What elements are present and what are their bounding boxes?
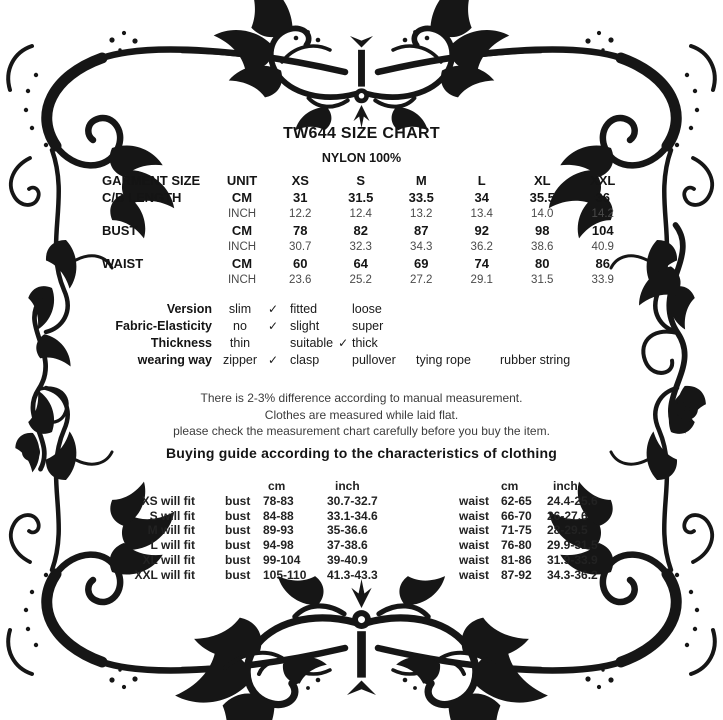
attribute-option-2-text: clasp	[290, 353, 320, 367]
size-value-xxl: 36	[595, 189, 610, 205]
size-table-row	[102, 256, 633, 273]
size-value-s: 31.5	[348, 189, 374, 205]
size-value-s: 82	[353, 222, 368, 238]
attribute-option-1: zipper	[222, 353, 258, 367]
size-value-xl: 38.6	[531, 241, 554, 253]
fit-size-label: XL will fit	[142, 552, 195, 567]
unit-label: INCH	[227, 208, 257, 220]
waist-label: waist	[459, 523, 490, 538]
attribute-option-1: slim	[228, 302, 252, 316]
waist-inch-range: 26-27.6	[547, 508, 588, 523]
measure-label	[102, 239, 214, 256]
check-mark: ✓	[268, 319, 279, 333]
size-table-row	[102, 272, 633, 289]
size-value-xs: 78	[293, 222, 308, 238]
attributes-table	[100, 301, 630, 369]
attribute-option-2	[290, 335, 352, 352]
measure-label	[102, 206, 214, 223]
check-mark: ✓	[338, 336, 349, 350]
waist-cm-range: 62-65	[501, 493, 532, 508]
unit-label: CM	[231, 255, 253, 271]
size-value-m: 27.2	[410, 274, 433, 286]
attribute-option-2-text: suitable	[290, 336, 334, 350]
attribute-option-1: no	[233, 319, 247, 333]
fit-table-header	[95, 479, 639, 494]
waist-cm-range: 81-86	[501, 552, 532, 567]
size-value-s: 25.2	[349, 274, 372, 286]
attribute-row	[100, 301, 630, 318]
size-value-s: 12.4	[349, 208, 372, 220]
size-table-row	[102, 239, 633, 256]
attribute-option-3: super	[352, 319, 384, 333]
fit-size-label: M will fit	[147, 523, 195, 538]
fit-size-label: L will fit	[150, 538, 195, 553]
size-value-l: 74	[474, 255, 489, 271]
attribute-option-5	[500, 301, 630, 318]
size-value-l: 92	[474, 222, 489, 238]
bust-label: bust	[225, 538, 251, 553]
attribute-option-3: loose	[352, 302, 382, 316]
size-value-xl: 14.0	[531, 208, 554, 220]
bust-cm-range: 105-110	[263, 567, 307, 582]
header-size-l: L	[477, 173, 486, 188]
header-size-xxl: XXL	[590, 173, 616, 188]
size-value-l: 36.2	[470, 241, 493, 253]
attribute-option-5	[500, 335, 630, 352]
unit-label: CM	[231, 189, 253, 205]
waist-label: waist	[459, 552, 490, 567]
bust-cm-range: 89-93	[263, 523, 294, 538]
waist-label: waist	[459, 538, 490, 553]
size-table-row	[102, 223, 633, 240]
attribute-option-1: thin	[229, 336, 251, 350]
attribute-label: wearing way	[137, 353, 212, 367]
attribute-option-2-text: slight	[290, 319, 320, 333]
bust-cm-range: 99-104	[263, 552, 301, 567]
size-value-xs: 31	[293, 189, 308, 205]
unit-label: CM	[231, 222, 253, 238]
waist-inch-range: 31.9-33.9	[547, 552, 598, 567]
fit-table-row	[95, 509, 639, 524]
bust-inch-range: 41.3-43.3	[327, 567, 378, 582]
attribute-option-2	[290, 352, 352, 369]
measure-label: BUST	[102, 222, 138, 238]
bust-label: bust	[225, 567, 251, 582]
measure-label: WAIST	[102, 255, 144, 271]
measure-label	[102, 272, 214, 289]
unit-label: INCH	[227, 241, 257, 253]
attribute-row	[100, 335, 630, 352]
attribute-option-3: pullover	[352, 353, 396, 367]
size-value-m: 33.5	[408, 189, 434, 205]
size-value-xl: 98	[535, 222, 550, 238]
attribute-row	[100, 318, 630, 335]
size-value-xxl: 86	[595, 255, 610, 271]
fit-table-row	[95, 568, 639, 583]
bust-inch-range: 39-40.9	[327, 552, 368, 567]
size-value-xxl: 40.9	[591, 241, 614, 253]
size-value-xs: 23.6	[289, 274, 312, 286]
buying-guide-heading: Buying guide according to the characteristics of clothing	[165, 444, 557, 461]
size-value-xl: 31.5	[531, 274, 554, 286]
size-table	[102, 173, 633, 289]
header-size-m: M	[415, 173, 427, 188]
size-value-m: 13.2	[410, 208, 433, 220]
bust-cm-range: 94-98	[263, 538, 294, 553]
waist-label: waist	[459, 567, 490, 582]
size-value-xxl: 33.9	[591, 274, 614, 286]
bust-inch-range: 33.1-34.6	[327, 508, 378, 523]
fit-size-label: XS will fit	[141, 493, 195, 508]
check-mark: ✓	[268, 302, 279, 316]
waist-label: waist	[459, 493, 490, 508]
bust-inch-range: 37-38.6	[327, 538, 368, 553]
page-title: TW644 SIZE CHART	[283, 125, 440, 142]
bust-inch-range: 35-36.6	[327, 523, 368, 538]
bust-cm-range: 84-88	[263, 508, 294, 523]
waist-cm-range: 71-75	[501, 523, 532, 538]
fit-table-row	[95, 494, 639, 509]
fit-size-label: XXL will fit	[134, 567, 195, 582]
fit-size-label: S will fit	[149, 508, 195, 523]
waist-cm-range: 87-92	[501, 567, 532, 582]
note-line-3: please check the measurement chart carefully before you buy the item.	[173, 424, 550, 438]
bust-label: bust	[225, 508, 251, 523]
attribute-option-3: thick	[352, 336, 378, 350]
fit-table-row	[95, 523, 639, 538]
attribute-label: Thickness	[150, 336, 212, 350]
header-size-xl: XL	[533, 173, 551, 188]
bust-label: bust	[225, 523, 251, 538]
check-mark	[268, 335, 290, 352]
bust-inch-header: inch	[335, 479, 360, 493]
header-unit: UNIT	[226, 173, 258, 188]
attribute-option-2	[290, 318, 352, 335]
waist-label: waist	[459, 508, 490, 523]
bust-label: bust	[225, 552, 251, 567]
attribute-option-5: rubber string	[500, 353, 571, 367]
size-value-xxl: 104	[591, 222, 614, 238]
size-table-header	[102, 173, 633, 190]
waist-inch-range: 28-29.5	[547, 523, 588, 538]
size-value-l: 13.4	[470, 208, 493, 220]
attribute-option-2-text: fitted	[290, 302, 318, 316]
size-value-l: 29.1	[470, 274, 493, 286]
attribute-option-5	[500, 318, 630, 335]
attribute-option-4	[416, 301, 500, 318]
waist-cm-range: 66-70	[501, 508, 532, 523]
bust-label: bust	[225, 493, 251, 508]
size-value-m: 87	[414, 222, 429, 238]
size-value-s: 64	[353, 255, 368, 271]
attribute-label: Fabric-Elasticity	[115, 319, 212, 333]
waist-inch-header: inch	[553, 479, 578, 493]
waist-inch-range: 29.9-31.5	[547, 538, 598, 553]
attribute-row	[100, 352, 630, 369]
size-value-xs: 30.7	[289, 241, 312, 253]
check-mark: ✓	[268, 353, 279, 367]
waist-cm-header: cm	[501, 479, 519, 493]
measure-label: C/B LENGTH	[102, 189, 182, 205]
size-value-xxl: 14.2	[591, 208, 614, 220]
fit-table	[95, 479, 639, 583]
measurement-notes	[0, 390, 723, 461]
size-value-xs: 60	[293, 255, 308, 271]
note-line-2: Clothes are measured while laid flat.	[264, 407, 459, 422]
bust-cm-range: 78-83	[263, 493, 294, 508]
header-garment-size: GARMENT SIZE	[102, 173, 201, 188]
size-value-l: 34	[474, 189, 489, 205]
fit-table-row	[95, 553, 639, 568]
unit-label: INCH	[227, 274, 257, 286]
header-size-s: S	[356, 173, 366, 188]
size-value-m: 34.3	[410, 241, 433, 253]
size-value-xs: 12.2	[289, 208, 312, 220]
waist-inch-range: 24.4-25.6	[547, 493, 598, 508]
waist-inch-range: 34.3-36.2	[547, 567, 598, 582]
waist-cm-range: 76-80	[501, 538, 532, 553]
material-label: NYLON 100%	[321, 151, 402, 165]
attribute-option-2	[290, 301, 352, 318]
size-value-xl: 35.5	[529, 189, 555, 205]
size-table-body	[102, 190, 633, 289]
bust-inch-range: 30.7-32.7	[327, 493, 378, 508]
fit-table-body	[95, 494, 639, 583]
size-table-row	[102, 190, 633, 207]
size-value-m: 69	[414, 255, 429, 271]
bust-cm-header: cm	[268, 479, 286, 493]
header-size-xs: XS	[291, 173, 309, 188]
size-value-s: 32.3	[349, 241, 372, 253]
note-line-1: There is 2-3% difference according to manual measurement.	[200, 391, 523, 405]
attribute-option-4: tying rope	[416, 353, 471, 367]
attribute-option-4	[416, 335, 500, 352]
size-value-xl: 80	[535, 255, 550, 271]
attribute-label: Version	[166, 302, 212, 316]
size-table-row	[102, 206, 633, 223]
fit-table-row	[95, 538, 639, 553]
attribute-option-4	[416, 318, 500, 335]
